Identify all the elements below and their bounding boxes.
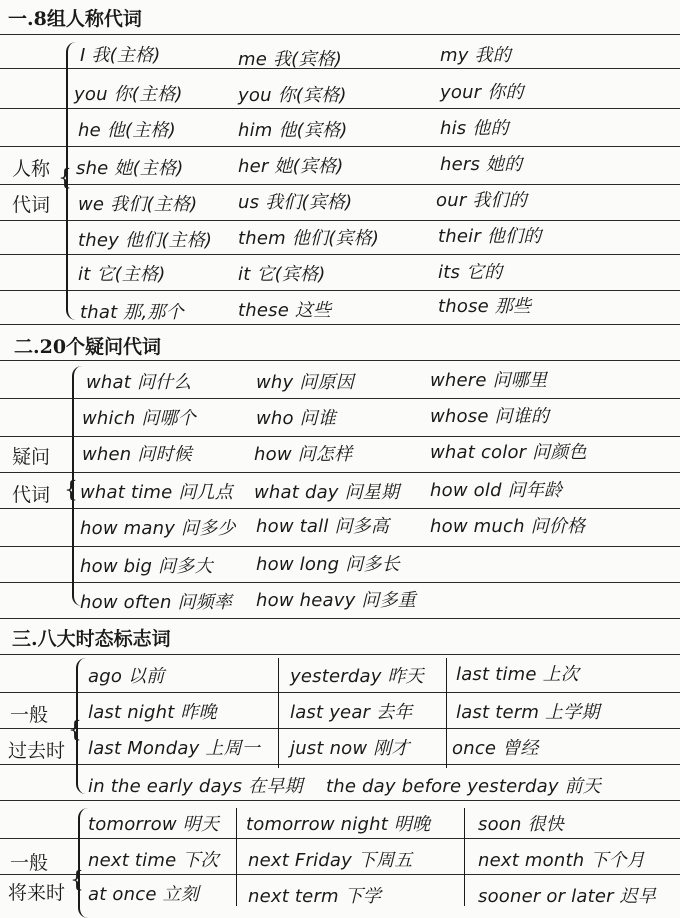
question-word-cell: how heavy 问多重	[256, 590, 417, 611]
question-word-cell: whose 问谁的	[430, 406, 550, 427]
section-1-title: 一.8组人称代词	[8, 8, 142, 30]
past-tense-label-bottom: 过去时	[8, 740, 66, 762]
pronoun-cell: his 他的	[440, 118, 509, 139]
table-divider	[446, 658, 447, 768]
section-1-side-label-top: 人称	[12, 158, 51, 180]
ruled-line	[0, 508, 680, 509]
pronoun-cell: me 我(宾格)	[238, 49, 342, 70]
time-marker-cell: next Friday 下周五	[248, 850, 413, 871]
pronoun-cell: it 它(宾格)	[238, 264, 326, 285]
time-marker-cell: in the early days 在早期	[88, 776, 303, 797]
ruled-line	[0, 472, 680, 473]
ruled-line	[0, 254, 680, 255]
question-word-cell: how many 问多少	[80, 518, 236, 539]
pronoun-cell: their 他们的	[438, 226, 542, 247]
time-marker-cell: next term 下学	[248, 886, 382, 907]
pronoun-cell: I 我(主格)	[80, 45, 161, 66]
pronoun-cell: these 这些	[238, 300, 332, 321]
question-word-cell: how big 问多大	[80, 556, 213, 577]
time-marker-cell: just now 刚才	[290, 738, 410, 759]
time-marker-cell: last Monday 上周一	[88, 738, 260, 759]
time-marker-cell: yesterday 昨天	[290, 666, 424, 687]
pronoun-cell: him 他(宾格)	[238, 120, 348, 141]
pronoun-cell: its 它的	[438, 262, 503, 283]
ruled-line	[0, 618, 680, 619]
question-word-cell: why 问原因	[256, 372, 354, 393]
table-divider	[464, 808, 465, 906]
time-marker-cell: tomorrow 明天	[88, 814, 220, 835]
table-divider	[278, 658, 279, 768]
pronoun-cell: she 她(主格)	[76, 158, 184, 179]
pronoun-cell: they 他们(主格)	[78, 230, 213, 251]
ruled-line	[0, 692, 680, 693]
pronoun-cell: your 你的	[440, 82, 524, 103]
ruled-line	[0, 34, 680, 35]
future-tense-label-bottom: 将来时	[8, 882, 66, 904]
section-2-side-label-top: 疑问	[12, 446, 51, 468]
pronoun-cell: you 你(宾格)	[238, 85, 347, 106]
question-word-cell: when 问时候	[82, 444, 192, 465]
ruled-line	[0, 220, 680, 221]
time-marker-cell: last time 上次	[456, 664, 579, 685]
question-word-cell: what 问什么	[86, 372, 192, 393]
ruled-line	[0, 582, 680, 583]
future-tense-brace-tip: {	[70, 868, 84, 893]
ruled-line	[0, 108, 680, 109]
ruled-line	[0, 764, 680, 765]
section-2-side-label-bottom: 代词	[12, 484, 51, 506]
time-marker-cell: sooner or later 迟早	[478, 886, 657, 907]
pronoun-cell: he 他(主格)	[78, 120, 176, 141]
pronoun-cell: her 她(宾格)	[238, 156, 344, 177]
time-marker-cell: the day before yesterday 前天	[326, 776, 602, 797]
time-marker-cell: once 曾经	[452, 738, 539, 759]
question-word-cell: who 问谁	[256, 408, 337, 429]
time-marker-cell: ago 以前	[88, 666, 165, 687]
pronoun-cell: that 那,那个	[80, 302, 184, 323]
pronoun-cell: them 他们(宾格)	[238, 228, 380, 249]
time-marker-cell: next month 下个月	[478, 850, 645, 871]
future-tense-label-top: 一般	[10, 852, 49, 874]
pronoun-cell: my 我的	[440, 45, 511, 66]
question-word-cell: which 问哪个	[82, 408, 196, 429]
pronoun-cell: we 我们(主格)	[78, 194, 198, 215]
ruled-line	[0, 436, 680, 437]
section-2-brace-tip: {	[64, 478, 78, 503]
question-word-cell: how much 问价格	[430, 516, 586, 537]
section-2-title: 二.20个疑问代词	[14, 336, 162, 358]
question-word-cell: what day 问星期	[254, 482, 400, 503]
time-marker-cell: last term 上学期	[456, 702, 600, 723]
table-divider	[236, 808, 237, 906]
ruled-line	[0, 728, 680, 729]
question-word-cell: what time 问几点	[80, 482, 233, 503]
time-marker-cell: last year 去年	[290, 702, 413, 723]
past-tense-label-top: 一般	[10, 704, 49, 726]
section-1-side-label-bottom: 代词	[12, 194, 51, 216]
time-marker-cell: soon 很快	[478, 814, 564, 835]
question-word-cell: how 问怎样	[254, 444, 353, 465]
time-marker-cell: at once 立刻	[88, 884, 199, 905]
ruled-line	[0, 546, 680, 547]
ruled-line	[0, 838, 680, 839]
ruled-line	[0, 398, 680, 399]
question-word-cell: how tall 问多高	[256, 516, 390, 537]
pronoun-cell: those 那些	[438, 296, 532, 317]
ruled-line	[0, 324, 680, 325]
pronoun-cell: hers 她的	[440, 154, 523, 175]
section-1-brace-tip: {	[58, 166, 72, 191]
ruled-line	[0, 146, 680, 147]
question-word-cell: where 问哪里	[430, 370, 548, 391]
question-word-cell: what color 问颜色	[430, 442, 587, 463]
question-word-cell: how long 问多长	[256, 554, 400, 575]
time-marker-cell: tomorrow night 明晚	[246, 814, 431, 835]
ruled-line	[0, 360, 680, 361]
ruled-line	[0, 800, 680, 801]
section-3-title: 三.八大时态标志词	[12, 628, 171, 650]
pronoun-cell: it 它(主格)	[78, 264, 166, 285]
pronoun-cell: our 我们的	[436, 190, 527, 211]
past-tense-brace-tip: {	[68, 718, 82, 743]
time-marker-cell: next time 下次	[88, 850, 219, 871]
time-marker-cell: last night 昨晚	[88, 702, 217, 723]
ruled-line	[0, 654, 680, 655]
ruled-line	[0, 290, 680, 291]
pronoun-cell: us 我们(宾格)	[238, 192, 353, 213]
question-word-cell: how often 问频率	[80, 592, 233, 613]
ruled-line	[0, 874, 680, 875]
question-word-cell: how old 问年龄	[430, 480, 563, 501]
ruled-line	[0, 184, 680, 185]
pronoun-cell: you 你(主格)	[74, 84, 183, 105]
